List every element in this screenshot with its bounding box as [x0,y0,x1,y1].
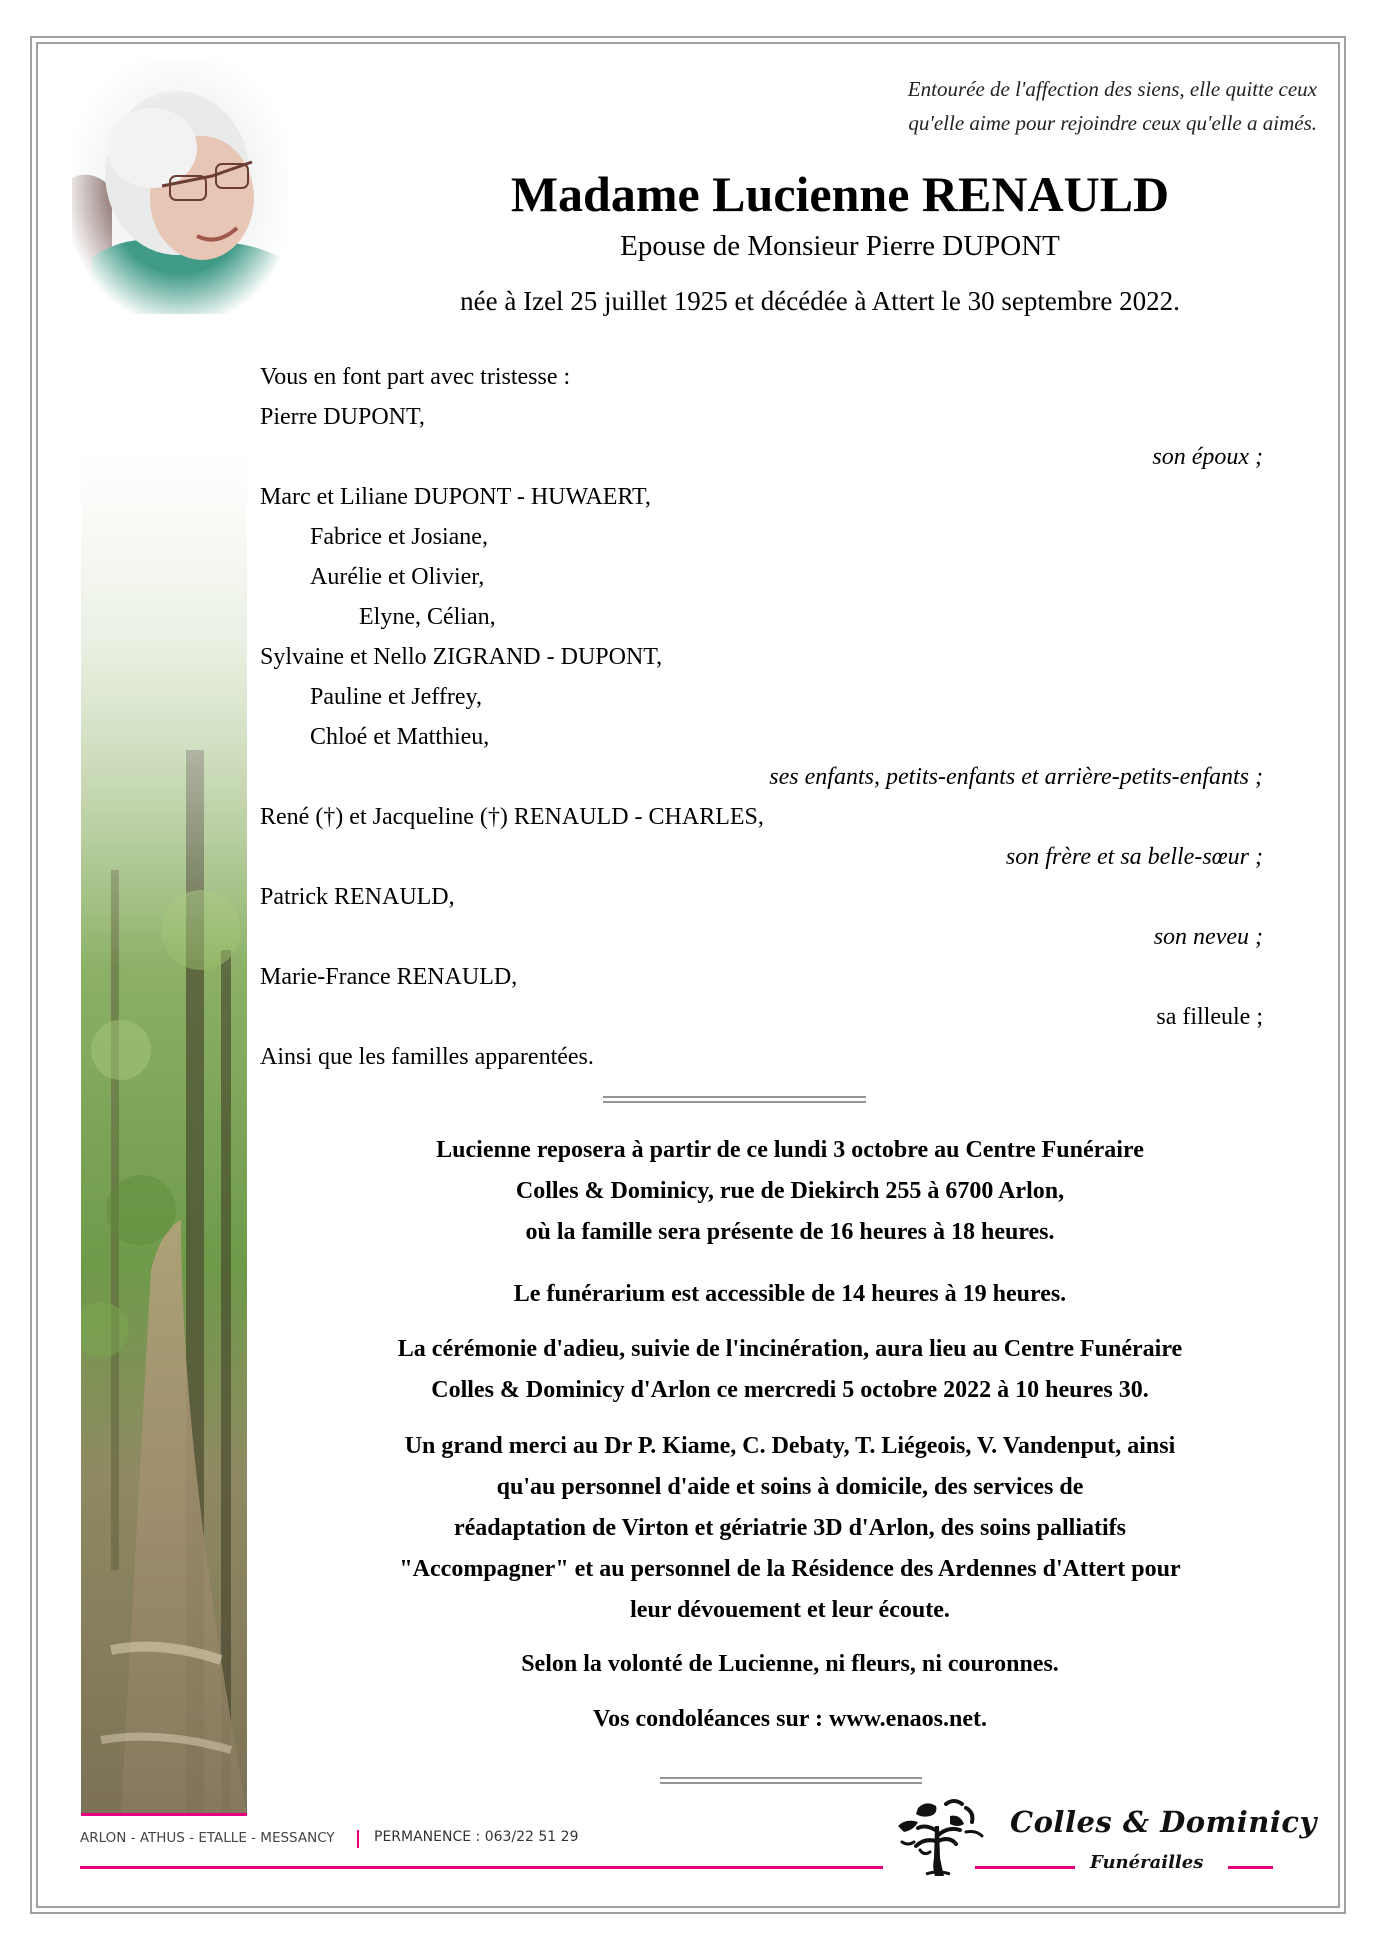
notice-line: qu'au personnel d'aide et soins à domicile, des services de [496,1474,1084,1500]
family-member: Ainsi que les familles apparentées. [260,1044,594,1070]
family-member: Pauline et Jeffrey, [310,684,482,710]
brand-subtitle: Funérailles [1090,1852,1204,1873]
family-member: René (†) et Jacqueline (†) RENAULD - CHARLES, [260,804,764,830]
image-underline [81,1813,247,1816]
forest-path-image [81,450,247,1813]
relationship-label: sa filleule ; [1156,1004,1263,1030]
epitaph-quote [908,72,1317,140]
relationship-label: son époux ; [1152,444,1263,470]
quote-line: Entourée de l'affection des siens, elle quitte ceux [907,77,1317,101]
family-member: Pierre DUPONT, [260,404,425,430]
notice-line: Colles & Dominicy, rue de Diekirch 255 à 6700 Arlon, [515,1178,1065,1204]
divider [660,1777,922,1785]
brand-name: Colles & Dominicy [1010,1805,1317,1839]
viewing-notice [262,1130,1318,1253]
family-member: Elyne, Célian, [359,604,496,630]
divider [603,1096,866,1104]
deceased-name: Madame Lucienne RENAULD [510,166,1170,222]
notice-line: "Accompagner" et au personnel de la Résidence des Ardennes d'Attert pour [399,1556,1181,1582]
tree-logo-icon [888,1796,986,1876]
forest-fade-overlay [81,450,247,970]
funerarium-hours [262,1274,1318,1315]
relationship-label: son frère et sa belle-sœur ; [1005,844,1263,870]
notice-line: Le funérarium est accessible de 14 heures à 19 heures. [513,1281,1067,1307]
family-member: Aurélie et Olivier, [310,564,485,590]
notice-line: Selon la volonté de Lucienne, ni fleurs, ni couronnes. [521,1651,1059,1677]
ceremony-notice [262,1329,1318,1411]
family-member: Marc et Liliane DUPONT - HUWAERT, [260,484,651,510]
thanks-notice [262,1426,1318,1631]
notice-line: Lucienne reposera à partir de ce lundi 3 octobre au Centre Funéraire [436,1137,1144,1163]
footer-accent-line [975,1866,1075,1869]
flowers-notice [262,1644,1318,1685]
notice-line: La cérémonie d'adieu, suivie de l'incinération, aura lieu au Centre Funéraire [397,1336,1183,1362]
condolences-notice [262,1699,1318,1740]
notice-line: réadaptation de Virton et gériatrie 3D d'Arlon, des soins palliatifs [454,1515,1126,1541]
footer-phone: PERMANENCE : 063/22 51 29 [374,1829,579,1845]
relationship-label: ses enfants, petits-enfants et arrière-petits-enfants ; [769,764,1263,790]
notice-line: Vos condoléances sur : www.enaos.net. [592,1706,988,1732]
spouse-line: Epouse de Monsieur Pierre DUPONT [620,230,1060,262]
family-member: Chloé et Matthieu, [310,724,490,750]
footer-accent-line [1228,1866,1273,1869]
family-member: Sylvaine et Nello ZIGRAND - DUPONT, [260,644,663,670]
notice-line: Colles & Dominicy d'Arlon ce mercredi 5 octobre 2022 à 10 heures 30. [431,1377,1149,1403]
family-member: Patrick RENAULD, [260,884,455,910]
quote-line: qu'elle aime pour rejoindre ceux qu'elle a aimés. [908,111,1317,135]
notice-line: où la famille sera présente de 16 heures à 18 heures. [525,1219,1055,1245]
birth-death-dates: née à Izel 25 juillet 1925 et décédée à Attert le 30 septembre 2022. [460,286,1180,316]
family-member: Fabrice et Josiane, [310,524,488,550]
notice-line: Un grand merci au Dr P. Kiame, C. Debaty, T. Liégeois, V. Vandenput, ainsi [404,1433,1176,1459]
announcement-intro: Vous en font part avec tristesse : [260,364,571,390]
footer-locations: ARLON - ATHUS - ETALLE - MESSANCY [80,1830,335,1846]
relationship-label: son neveu ; [1153,924,1263,950]
footer-accent-line [80,1866,883,1869]
notice-line: leur dévouement et leur écoute. [630,1597,950,1623]
footer-separator [357,1830,359,1848]
family-member: Marie-France RENAULD, [260,964,518,990]
portrait-photo [72,58,288,314]
